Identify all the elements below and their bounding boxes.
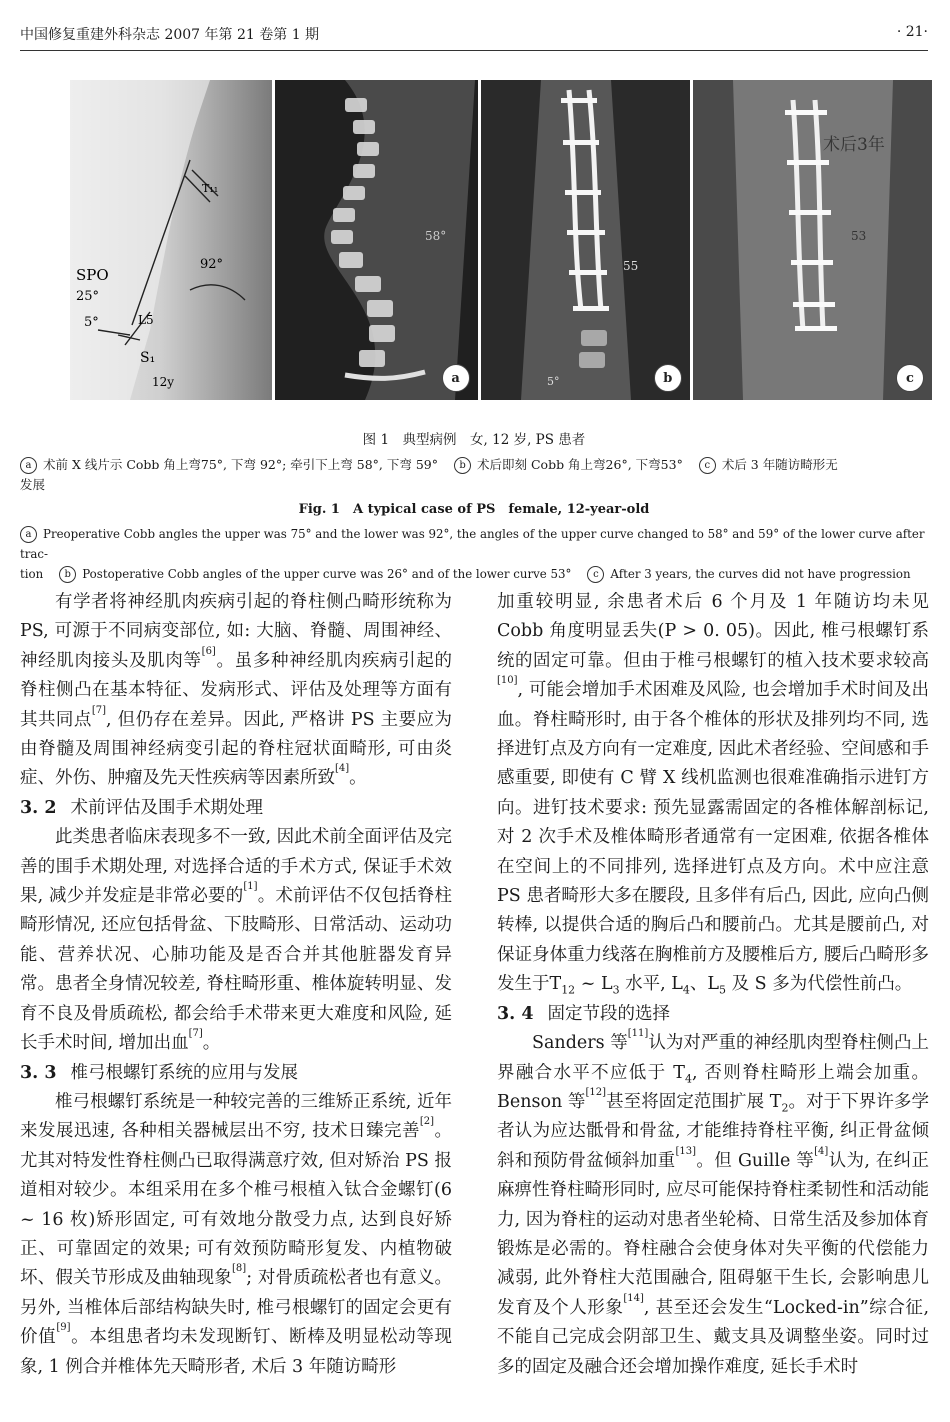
caption-cn-a: 术前 X 线片示 Cobb 角上弯75°, 下弯 92°; 牵引下上弯 58°, 下弯 59° — [43, 457, 439, 472]
caption-en-marker-a: a — [20, 526, 37, 543]
citation: [8] — [232, 1263, 247, 1275]
annotation-postop-angle: 55 — [622, 259, 638, 273]
xray-panel-a-lateral — [70, 80, 272, 400]
section-heading-3-4: 3. 4 固定节段的选择 — [497, 1003, 671, 1024]
body-column-left — [20, 588, 452, 1382]
citation: [9] — [56, 1322, 71, 1334]
citation: [13] — [675, 1145, 696, 1157]
paragraph-fixation-segments: Sanders 等[11]认为对严重的神经肌肉型脊柱侧凸上界融合水平不应低于 $T_4$, 否则脊柱畸形上端会加重。Benson 等[12]甚至将固定范围扩展 $T_2$。对于下界许多学者认为应达骶骨和骨盆, 才能维持脊柱平衡, 纠正骨盆倾斜和预防骨盆倾斜加重[13]。但 Guille 等[4]认为, 在纠正麻痹性脊柱畸形同时, 应尽可能保持脊柱柔韧性和活动能力, 因为脊柱的运动对患者坐轮椅、日常生活及参加体育锻炼是必需的。脊柱融合会使身体对失平衡的代偿能力减弱, 此外脊柱大范围融合, 阻碍躯干生长, 会影响患儿发育及个人形象[14], 甚至还会发生“Locked-in”综合征, 不能自己完成会阴部卫生、戴支具及调整坐姿。同时过多的固定及融合还会增加操作难度, 延长手术时 — [497, 1028, 930, 1377]
citation: [4] — [335, 763, 350, 775]
annotation-base-angle: 5° — [546, 375, 560, 388]
caption-title-cn: 图 1 典型病例 女, 12 岁, PS 患者 — [362, 432, 586, 448]
annotation-lower-curve: 92° — [200, 257, 224, 272]
xray-panel-a-traction — [275, 80, 477, 400]
caption-marker-a: a — [20, 457, 37, 474]
caption-en-c: After 3 years, the curves did not have progression — [610, 567, 911, 581]
annotation-l5: L5 — [138, 313, 154, 327]
paragraph-intro: 有学者将神经肌肉疾病引起的脊柱侧凸畸形统称为 PS, 可源于不同病变部位, 如: 大脑、脊髓、周围神经、神经肌肉接头及肌肉等[6]。虽多种神经肌肉疾病引起的脊柱侧凸在基本特征、发病形式、评估及处理等方面有其共同点[7], 但仍存在差异。因此, 严格讲 PS 主要应为由脊髓及周围神经病变引起的脊柱冠状面畸形, 可由炎症、外伤、肿瘤及先天性疾病等因素所致[4]。 — [20, 592, 453, 789]
caption-marker-c: c — [699, 457, 716, 474]
caption-en-marker-b: b — [59, 566, 76, 583]
page-number: · 21· — [896, 24, 928, 40]
caption-en-b: Postoperative Cobb angles of the upper curve was 26° and of the lower curve 53° — [82, 567, 572, 581]
caption-cn-c-cont: 发展 — [20, 477, 46, 492]
body-column-right — [497, 588, 929, 1382]
annotation-followup-note: 术后3年 — [822, 135, 885, 155]
caption-cn-c: 术后 3 年随访畸形无 — [721, 457, 838, 472]
citation: [10] — [497, 675, 518, 687]
annotation-small-angle: 5° — [84, 315, 99, 330]
annotation-age: 12y — [152, 375, 175, 389]
panel-label-c: c — [896, 364, 924, 392]
citation: [2] — [419, 1116, 435, 1128]
citation: [14] — [623, 1292, 644, 1304]
header-rule — [20, 50, 928, 51]
panel-label-a: a — [442, 364, 470, 392]
journal-title: 中国修复重建外科杂志 2007 年第 21 卷第 1 期 — [20, 27, 320, 43]
caption-body-cn — [20, 455, 928, 495]
annotation-spo-angle: 25° — [76, 289, 100, 304]
citation: [7] — [188, 1028, 203, 1040]
annotation-spo: SPO — [76, 266, 109, 284]
paragraph-pedicle-screw-cont: 加重较明显, 余患者术后 6 个月及 1 年随访均未见 Cobb 角度明显丢失(P > 0. 05)。因此, 椎弓根螺钉系统的固定可靠。但由于椎弓根螺钉的植入技术要求较高[10], 可能会增加手术困难及风险, 也会增加手术时间及出血。脊柱畸形时, 由于各个椎体的形状及排列均不同, 选择进钉点及方向有一定难度, 因此术者经验、空间感和手感重要, 即使有 C 臂 X 线机监测也很难准确指示进钉方向。进钉技术要求: 预先显露需固定的各椎体解剖标记, 对 2 次手术及椎体畸形者通常有一定困难, 依据各椎体在空间上的不同排列, 选择进钉点及方向。术中应注意 PS 患者畸形大多在腰段, 且多伴有后凸, 因此, 应向凸侧转棒, 以提供合适的胸后凸和腰前凸。尤其是腰前凸, 对保证身体重力线落在胸椎前方及腰椎后方, 腰后凸畸形多发生于$T_{12}$ ~ $L_3$ 水平, $L_4$、$L_5$ 及 S 多为代偿性前凸。 — [497, 592, 929, 997]
citation: [1] — [243, 881, 258, 893]
citation: [6] — [201, 645, 216, 657]
caption-body-en — [20, 524, 928, 584]
xray-panel-c — [693, 80, 932, 400]
annotation-s1: S₁ — [140, 350, 156, 366]
caption-en-marker-c: c — [587, 566, 604, 583]
caption-en-a: Preoperative Cobb angles the upper was 75° and the lower was 92°, the angles of the upper curve changed to 58° and 59° of the lower curve after trac- — [20, 527, 925, 561]
running-header — [20, 24, 928, 44]
caption-title-en: Fig. 1 A typical case of PS female, 12-year-old — [298, 502, 650, 517]
annotation-traction-upper: 58° — [425, 229, 447, 243]
caption-cn-b: 术后即刻 Cobb 角上弯26°, 下弯53° — [477, 457, 683, 472]
paragraph-preop-evaluation: 此类患者临床表现多不一致, 因此术前全面评估及完善的围手术期处理, 对选择合适的手术方式, 保证手术效果, 减少并发症是非常必要的[1]。术前评估不仅包括脊柱畸形情况, 还应包括骨盆、下肢畸形、日常活动、运动功能、营养状况、心肺功能及是否合并其他脏器发育异常。患者全身情况较差, 脊柱畸形重、椎体旋转明显、发育不良及骨质疏松, 都会给手术带来更大难度和风险, 延长手术时间, 增加出血[7]。 — [20, 827, 453, 1054]
citation: [12] — [585, 1086, 606, 1098]
annotation-followup-angle: 53 — [850, 229, 867, 243]
annotation-t11: T₁₁ — [202, 182, 219, 195]
citation: [11] — [627, 1028, 649, 1040]
section-heading-3-3: 3. 3 椎弓根螺钉系统的应用与发展 — [20, 1062, 299, 1083]
figure-1 — [70, 80, 932, 400]
paragraph-pedicle-screw: 椎弓根螺钉系统是一种较完善的三维矫正系统, 近年来发展迅速, 各种相关器械层出不穷, 技术日臻完善[2]。尤其对特发性脊柱侧凸已取得满意疗效, 但对矫治 PS 报道相对较少。本组采用在多个椎弓根植入钛合金螺钉(6 ~ 16 枚)矫形固定, 可有效地分散受力点, 达到良好矫正、可靠固定的效果; 可有效预防畸形复发、内植物破坏、假关节形成及曲轴现象[8]; 对骨质疏松者也有意义。另外, 当椎体后部结构缺失时, 椎弓根螺钉的固定会更有价值[9]。本组患者均未发现断钉、断棒及明显松动等现象, 1 例合并椎体先天畸形者, 术后 3 年随访畸形 — [20, 1091, 453, 1377]
caption-marker-b: b — [454, 457, 471, 474]
section-heading-3-2: 3. 2 术前评估及围手术期处理 — [20, 797, 264, 818]
citation: [7] — [91, 704, 107, 716]
citation: [4] — [814, 1145, 829, 1157]
xray-panel-b — [481, 80, 690, 400]
caption-en-a-cont: tion — [20, 567, 44, 581]
panel-label-b: b — [654, 364, 682, 392]
